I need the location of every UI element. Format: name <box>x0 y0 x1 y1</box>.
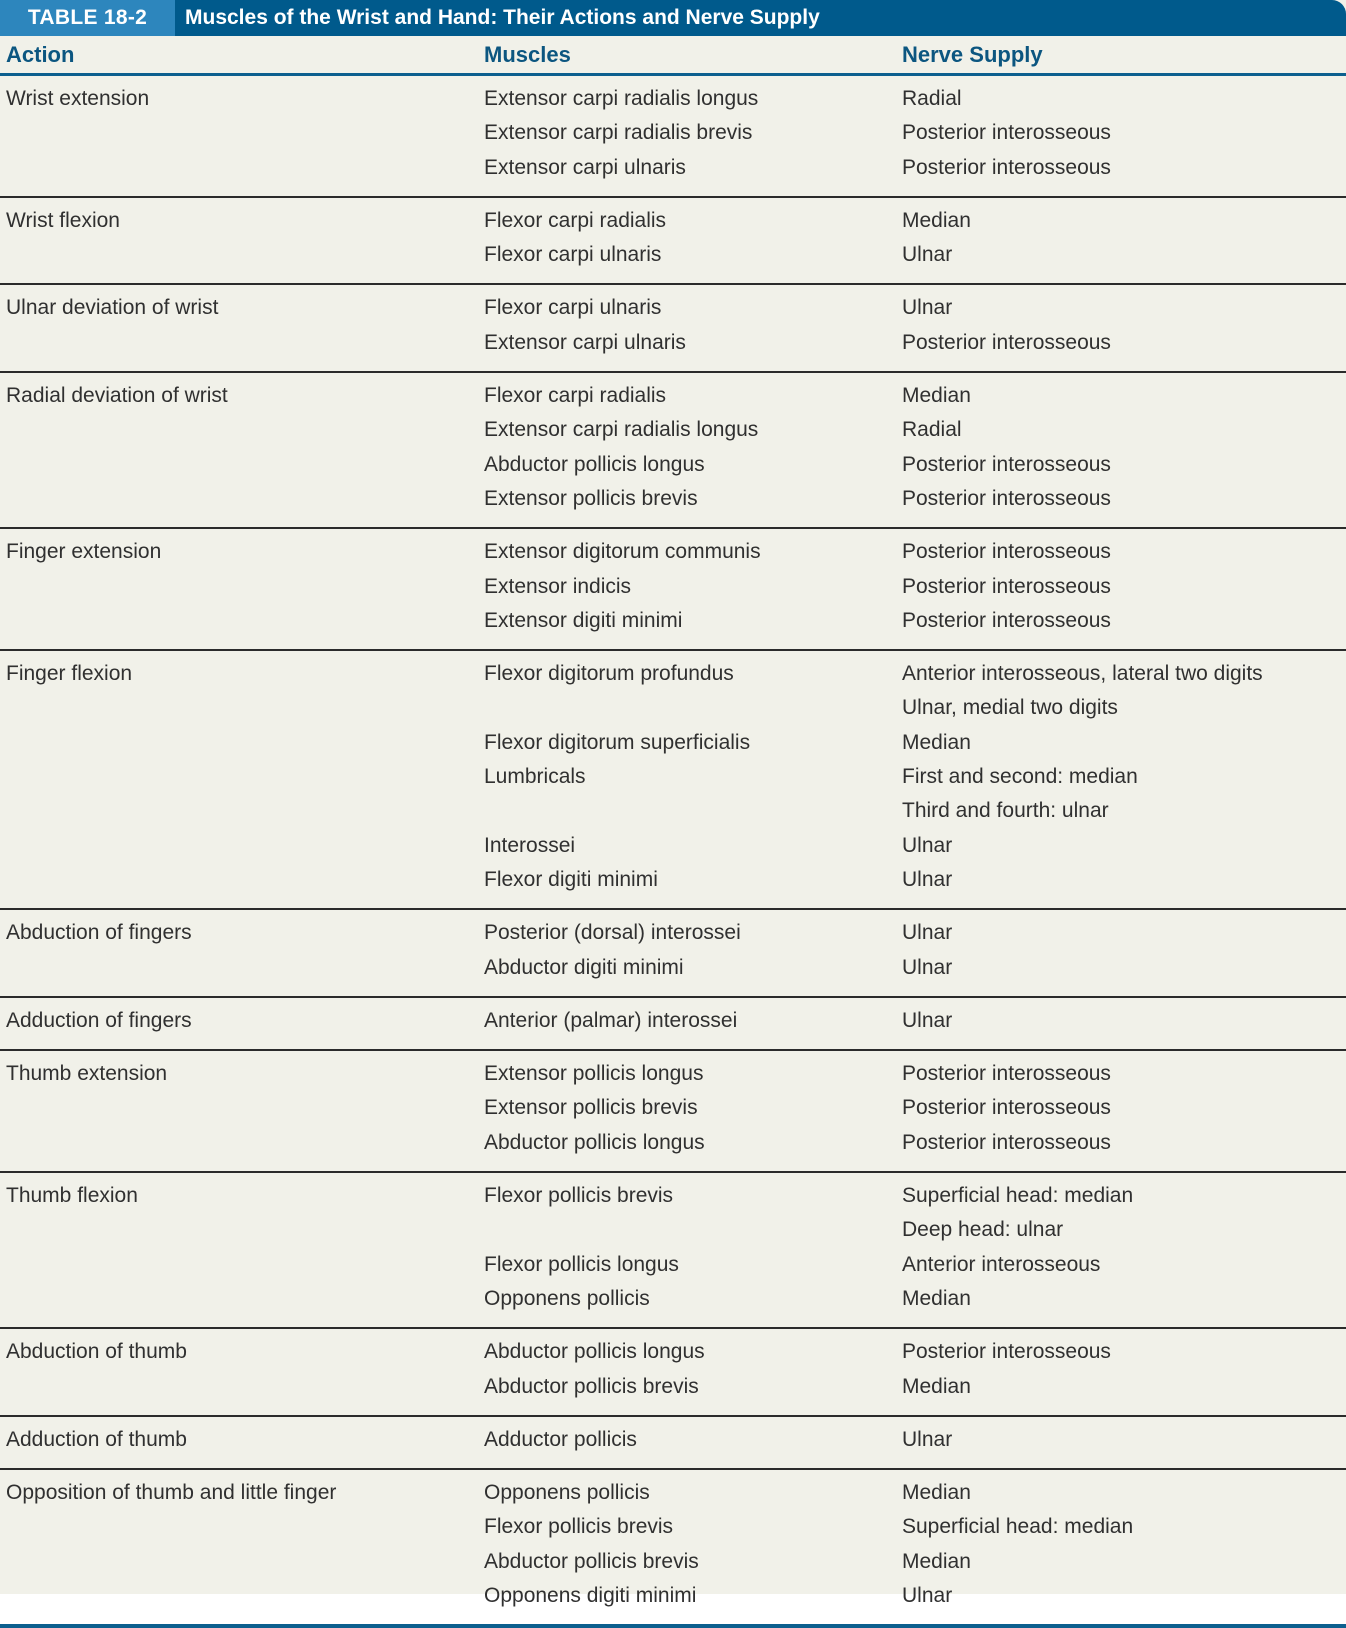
nerve-cell <box>896 921 1346 990</box>
muscle-text: Extensor indicis <box>484 574 632 598</box>
nerve-text: Posterior interosseous <box>902 1096 1111 1120</box>
muscle-text: Extensor pollicis brevis <box>484 486 698 510</box>
muscles-cell <box>478 1481 896 1618</box>
nerve-text: Posterior interosseous <box>902 121 1111 145</box>
table-row <box>0 529 1346 651</box>
nerve-text: Ulnar <box>902 921 953 945</box>
nerve-text: Radial <box>902 418 962 442</box>
nerve-text: Median <box>902 1374 971 1398</box>
table-row <box>0 910 1346 998</box>
header-muscles: Muscles <box>484 41 571 67</box>
nerve-text: Posterior interosseous <box>902 486 1111 510</box>
muscle-text <box>484 1218 896 1252</box>
action-cell <box>0 384 478 521</box>
nerve-text: Anterior interosseous, lateral two digits <box>902 662 1263 686</box>
muscle-text: Opponens pollicis <box>484 1481 650 1505</box>
muscle-text: Flexor pollicis longus <box>484 1252 679 1276</box>
nerve-cell <box>896 1340 1346 1409</box>
muscle-text: Extensor pollicis brevis <box>484 1096 698 1120</box>
nerve-text: Posterior interosseous <box>902 155 1111 179</box>
header-nerve-supply: Nerve Supply <box>902 41 1043 67</box>
muscles-cell <box>478 662 896 902</box>
nerve-cell <box>896 87 1346 190</box>
nerve-text: Ulnar <box>902 1583 953 1607</box>
muscle-text <box>484 799 896 833</box>
nerve-text: Deep head: ulnar <box>902 1218 1064 1242</box>
nerve-cell <box>896 1481 1346 1618</box>
action-text: Wrist extension <box>6 87 150 110</box>
nerve-cell <box>896 540 1346 643</box>
muscles-cell <box>478 87 896 190</box>
muscle-text: Flexor digitorum profundus <box>484 662 734 686</box>
table-body <box>0 76 1346 1628</box>
muscle-text: Flexor carpi ulnaris <box>484 243 662 267</box>
action-cell <box>0 1062 478 1165</box>
nerve-text: Posterior interosseous <box>902 1062 1111 1086</box>
nerve-text: Superficial head: median <box>902 1184 1134 1208</box>
muscle-text: Extensor carpi radialis longus <box>484 87 759 110</box>
muscle-text: Extensor carpi ulnaris <box>484 155 686 179</box>
muscle-text: Flexor carpi radialis <box>484 384 667 408</box>
table-row <box>0 651 1346 910</box>
nerve-text: Ulnar <box>902 955 953 979</box>
action-text: Thumb extension <box>6 1062 168 1086</box>
nerve-text: Ulnar <box>902 296 953 320</box>
header-action: Action <box>6 41 75 67</box>
nerve-text: Median <box>902 208 971 232</box>
muscle-text: Extensor carpi radialis brevis <box>484 121 753 145</box>
nerve-text: Median <box>902 1481 971 1505</box>
action-text: Wrist flexion <box>6 208 120 232</box>
table-row <box>0 1417 1346 1470</box>
action-text: Radial deviation of wrist <box>6 384 228 408</box>
table-header-row <box>0 36 1346 76</box>
nerve-text: Posterior interosseous <box>902 540 1111 564</box>
action-cell <box>0 87 478 190</box>
action-cell <box>0 921 478 990</box>
nerve-text: Posterior interosseous <box>902 574 1111 598</box>
table-row <box>0 998 1346 1051</box>
muscles-cell <box>478 921 896 990</box>
action-text: Ulnar deviation of wrist <box>6 296 219 320</box>
muscles-cell <box>478 540 896 643</box>
table-row <box>0 198 1346 286</box>
nerve-cell <box>896 1428 1346 1462</box>
nerve-cell <box>896 662 1346 902</box>
nerve-text: Posterior interosseous <box>902 608 1111 632</box>
muscle-text: Flexor digitorum superficialis <box>484 730 751 754</box>
action-cell <box>0 1340 478 1409</box>
action-text: Abduction of fingers <box>6 921 192 945</box>
nerve-text: Ulnar <box>902 243 953 267</box>
muscle-text: Posterior (dorsal) interossei <box>484 921 741 945</box>
table-row <box>0 76 1346 198</box>
action-cell <box>0 1009 478 1043</box>
muscle-text: Anterior (palmar) interossei <box>484 1008 738 1032</box>
table-title: Muscles of the Wrist and Hand: Their Actions and Nerve Supply <box>185 6 820 29</box>
action-cell <box>0 662 478 902</box>
nerve-text: Posterior interosseous <box>902 452 1111 476</box>
nerve-text: Median <box>902 730 971 754</box>
muscle-text: Abductor pollicis longus <box>484 1130 705 1154</box>
table-row <box>0 1470 1346 1628</box>
muscle-text: Abductor pollicis longus <box>484 1340 705 1364</box>
muscles-cell <box>478 1009 896 1043</box>
nerve-cell <box>896 1009 1346 1043</box>
table-row <box>0 285 1346 373</box>
action-cell <box>0 209 478 278</box>
muscle-text: Flexor pollicis brevis <box>484 1184 674 1208</box>
nerve-text: Ulnar <box>902 1008 953 1032</box>
nerve-cell <box>896 296 1346 365</box>
muscle-text: Flexor carpi radialis <box>484 208 667 232</box>
muscle-text: Flexor digiti minimi <box>484 867 658 891</box>
table-row <box>0 373 1346 529</box>
table-row <box>0 1173 1346 1329</box>
table-title-bar <box>0 0 1346 36</box>
nerve-text: Posterior interosseous <box>902 330 1111 354</box>
nerve-text: Ulnar <box>902 867 953 891</box>
muscles-cell <box>478 1062 896 1165</box>
muscle-text: Flexor carpi ulnaris <box>484 296 662 320</box>
table-row <box>0 1051 1346 1173</box>
action-text: Finger extension <box>6 540 162 564</box>
muscle-text: Abductor pollicis longus <box>484 452 705 476</box>
nerve-text: Median <box>902 1549 971 1573</box>
nerve-text: Ulnar <box>902 833 953 857</box>
muscle-text: Extensor digitorum communis <box>484 540 761 564</box>
action-text: Adduction of fingers <box>6 1008 192 1032</box>
nerve-cell <box>896 1184 1346 1321</box>
muscles-cell <box>478 1428 896 1462</box>
nerve-text: Ulnar <box>902 1427 953 1451</box>
nerve-text: Radial <box>902 87 962 110</box>
muscle-text: Abductor pollicis brevis <box>484 1549 699 1573</box>
action-cell <box>0 1481 478 1618</box>
nerve-text: Median <box>902 1286 971 1310</box>
muscle-text: Lumbricals <box>484 765 586 789</box>
nerve-cell <box>896 384 1346 521</box>
action-text: Abduction of thumb <box>6 1340 187 1364</box>
action-cell <box>0 296 478 365</box>
nerve-text: Anterior interosseous <box>902 1252 1101 1276</box>
muscle-text: Extensor carpi radialis longus <box>484 418 759 442</box>
nerve-text: Median <box>902 384 971 408</box>
action-cell <box>0 540 478 643</box>
muscle-text: Opponens digiti minimi <box>484 1583 697 1607</box>
nerve-text: Posterior interosseous <box>902 1340 1111 1364</box>
table-row <box>0 1329 1346 1417</box>
nerve-text: Superficial head: median <box>902 1515 1134 1539</box>
action-cell <box>0 1428 478 1462</box>
muscles-cell <box>478 384 896 521</box>
action-text: Opposition of thumb and little finger <box>6 1481 337 1505</box>
nerve-text: First and second: median <box>902 765 1138 789</box>
muscle-text: Abductor pollicis brevis <box>484 1374 699 1398</box>
muscle-text: Adductor pollicis <box>484 1427 637 1451</box>
muscle-text <box>484 696 896 730</box>
table-number-label: TABLE 18-2 <box>0 0 175 36</box>
muscles-cell <box>478 1184 896 1321</box>
muscles-cell <box>478 296 896 365</box>
muscle-text: Abductor digiti minimi <box>484 955 684 979</box>
nerve-text: Posterior interosseous <box>902 1130 1111 1154</box>
muscle-text: Interossei <box>484 833 576 857</box>
muscle-text: Extensor pollicis longus <box>484 1062 704 1086</box>
nerve-cell <box>896 1062 1346 1165</box>
nerve-cell <box>896 209 1346 278</box>
muscle-text: Extensor carpi ulnaris <box>484 330 686 354</box>
muscles-cell <box>478 1340 896 1409</box>
muscles-cell <box>478 209 896 278</box>
muscle-text: Opponens pollicis <box>484 1286 650 1310</box>
nerve-text: Ulnar, medial two digits <box>902 696 1118 720</box>
action-text: Finger flexion <box>6 662 133 686</box>
muscle-text: Flexor pollicis brevis <box>484 1515 674 1539</box>
muscle-text: Extensor digiti minimi <box>484 608 683 632</box>
action-text: Adduction of thumb <box>6 1427 187 1451</box>
action-cell <box>0 1184 478 1321</box>
nerve-text: Third and fourth: ulnar <box>902 799 1109 823</box>
action-text: Thumb flexion <box>6 1184 138 1208</box>
